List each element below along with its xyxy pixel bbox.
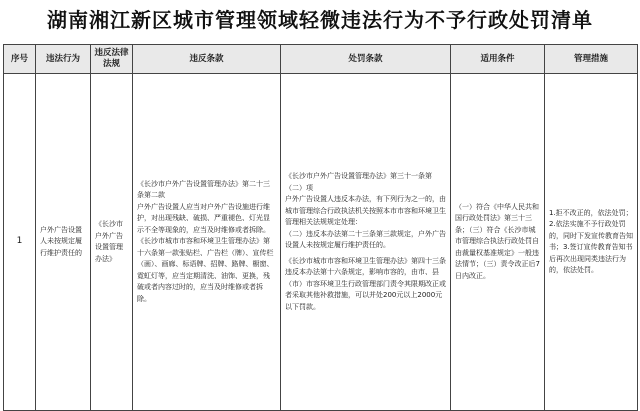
cell-index: 1 <box>4 74 36 411</box>
penalty-clause-item: （二）违反本办法第二十三条第三款规定，户外广告设置人未按规定履行维护责任的。 <box>285 229 446 249</box>
penalty-clause-intro: 户外广告设置人违反本办法，有下列行为之一的，由城市管理综合行政执法机关按照本市市容和环境卫生管理相关法规规定处理： <box>285 195 446 226</box>
cell-law: 《长沙市户外广告设置管理办法》 <box>91 74 133 411</box>
cell-behavior: 户外广告设置人未按规定履行维护责任的 <box>36 74 91 411</box>
header-measures: 管理措施 <box>545 45 638 74</box>
header-penalty: 处罚条款 <box>281 45 451 74</box>
penalty-list-table <box>3 44 638 411</box>
table-header <box>4 45 638 74</box>
cell-measures: 1.拒不改正的，依法处罚；2.依法实施不予行政处罚的，同时下发宣传教育告知书；3.签订宣传教育告知书后再次出现同类违法行为的，依法处罚。 <box>545 74 638 411</box>
penalty-clause-title: 《长沙市户外广告设置管理办法》第三十一条第（二）项 <box>285 172 432 192</box>
header-behavior: 违法行为 <box>36 45 91 74</box>
cell-conditions: （一）符合《中华人民共和国行政处罚法》第三十三条；（三）符合《长沙市城市管理综合执法行政处罚自由裁量权基准规定》一般违法情节；（三）责令改正后7日内改正。 <box>451 74 545 411</box>
penalty-clause-sanitation: 《长沙市城市市容和环境卫生管理办法》第四十三条违反本办法第十六条规定，影响市容的，由市、县（市）市容环境卫生行政管理部门责令其限期改正或者采取其他补救措施，可以并处200元以上2000元以下罚款。 <box>285 256 446 311</box>
cell-violation <box>133 74 281 411</box>
table-row <box>4 74 638 411</box>
header-law: 违反法律法规 <box>91 45 133 74</box>
violation-clause-text: 户外广告设置人应当对户外广告设施进行维护，对出现残缺、破损、严重褪色、灯光显示不全等现象的，应当及时维修或者拆除。《长沙市城市市容和环境卫生管理办法》第十六条第一款张贴栏、广告栏（牌）、宣传栏（画）、画廊、标语牌、招牌、路牌、橱窗、霓虹灯等，应当定期清洗、油饰、更换，残破或者内容过时的，应当及时维修或者拆除。 <box>137 202 274 303</box>
violation-clause-title: 《长沙市户外广告设置管理办法》第二十三条第二款 <box>137 179 270 200</box>
header-violation: 违反条款 <box>133 45 281 74</box>
page-title: 湖南湘江新区城市管理领域轻微违法行为不予行政处罚清单 <box>47 8 593 32</box>
header-index: 序号 <box>4 45 36 74</box>
cell-penalty <box>281 74 451 411</box>
header-conditions: 适用条件 <box>451 45 545 74</box>
